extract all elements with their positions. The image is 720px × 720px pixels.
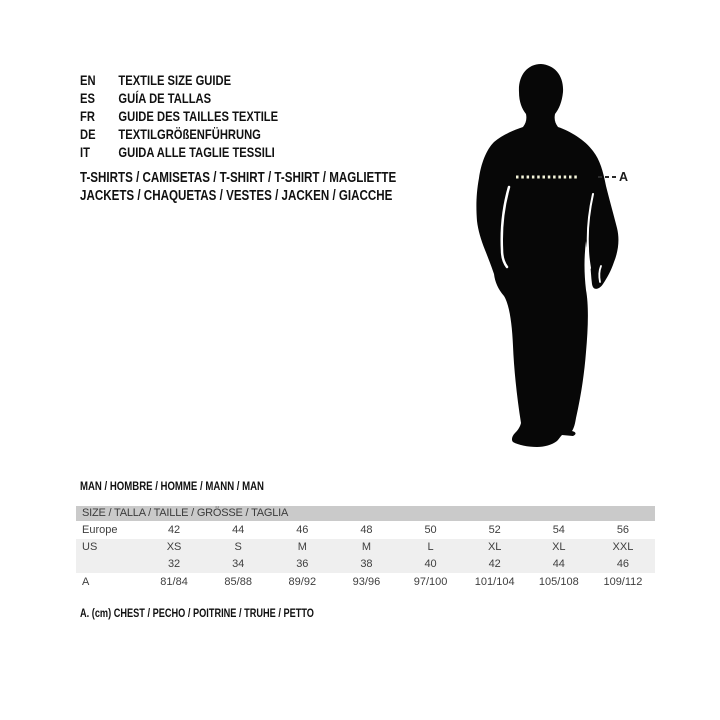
size-value: 32 [167,558,181,570]
size-value: 34 [232,558,245,570]
language-row-en [80,71,328,89]
chest-measure-label: A [619,170,629,184]
language-row-fr [80,107,328,125]
language-legend [80,71,328,161]
row-label: Europe [82,524,118,536]
size-value: M [361,541,372,553]
size-table [76,506,655,591]
table-row-europe [76,521,655,539]
language-code: IT [80,144,90,160]
size-value: XL [487,541,502,553]
product-type-heading [80,169,475,205]
section-heading-man: MAN / HOMBRE / HOMME / MANN / MAN [80,479,264,493]
language-code: DE [80,126,96,142]
language-title: GUÍA DE TALLAS [118,90,212,106]
language-title: GUIDE DES TAILLES TEXTILE [118,108,279,124]
size-value: 50 [424,524,437,536]
language-row-it [80,143,328,161]
language-code: FR [80,108,95,124]
size-value: 89/92 [288,576,317,588]
size-value: 40 [424,558,437,570]
size-value: 81/84 [160,576,188,588]
language-title: TEXTILE SIZE GUIDE [118,72,232,88]
row-label: US [82,541,98,553]
size-value: 105/108 [538,576,579,588]
table-row-chest-a [76,573,655,591]
size-value: 101/104 [474,576,515,588]
size-value: L [427,541,434,553]
size-value: 36 [296,558,309,570]
size-table-header-bar: SIZE / TALLA / TAILLE / GRÖSSE / TAGLIA [76,506,655,521]
size-value: 46 [296,524,309,536]
measurement-footnote: A. (cm) CHEST / PECHO / POITRINE / TRUHE / PETTO [80,608,314,620]
table-row-us [76,539,655,556]
table-row-us-numeric [76,556,655,573]
product-type-line-1: T-SHIRTS / CAMISETAS / T-SHIRT / T-SHIRT / MAGLIETTE [80,170,397,186]
language-code: EN [80,72,96,88]
size-value: XS [166,541,182,553]
size-value: M [297,541,307,553]
language-title: TEXTILGRÖßENFÜHRUNG [118,126,261,142]
size-value: 109/112 [603,576,643,588]
size-value: XXL [612,541,634,553]
product-type-line-2: JACKETS / CHAQUETAS / VESTES / JACKEN / GIACCHE [80,188,393,204]
size-value: 93/96 [352,576,381,588]
size-value: 54 [552,524,565,536]
language-row-de [80,125,328,143]
size-value: XL [552,541,566,553]
size-value: S [234,541,242,553]
row-label: A [82,576,90,588]
man-silhouette-figure [440,55,670,455]
size-value: 44 [552,558,565,570]
size-value: 52 [488,524,501,536]
size-value: 42 [488,558,501,570]
size-value: 42 [167,524,181,536]
language-row-es [80,89,328,107]
size-value: 44 [232,524,245,536]
language-code: ES [80,90,95,106]
man-silhouette [476,64,618,447]
size-value: 46 [616,558,630,570]
size-value: 38 [360,558,373,570]
size-value: 85/88 [224,576,252,588]
size-value: 48 [360,524,373,536]
row-label [76,556,142,573]
size-value: 56 [616,524,630,536]
language-title: GUIDA ALLE TAGLIE TESSILI [118,144,275,160]
size-value: 97/100 [413,576,448,588]
